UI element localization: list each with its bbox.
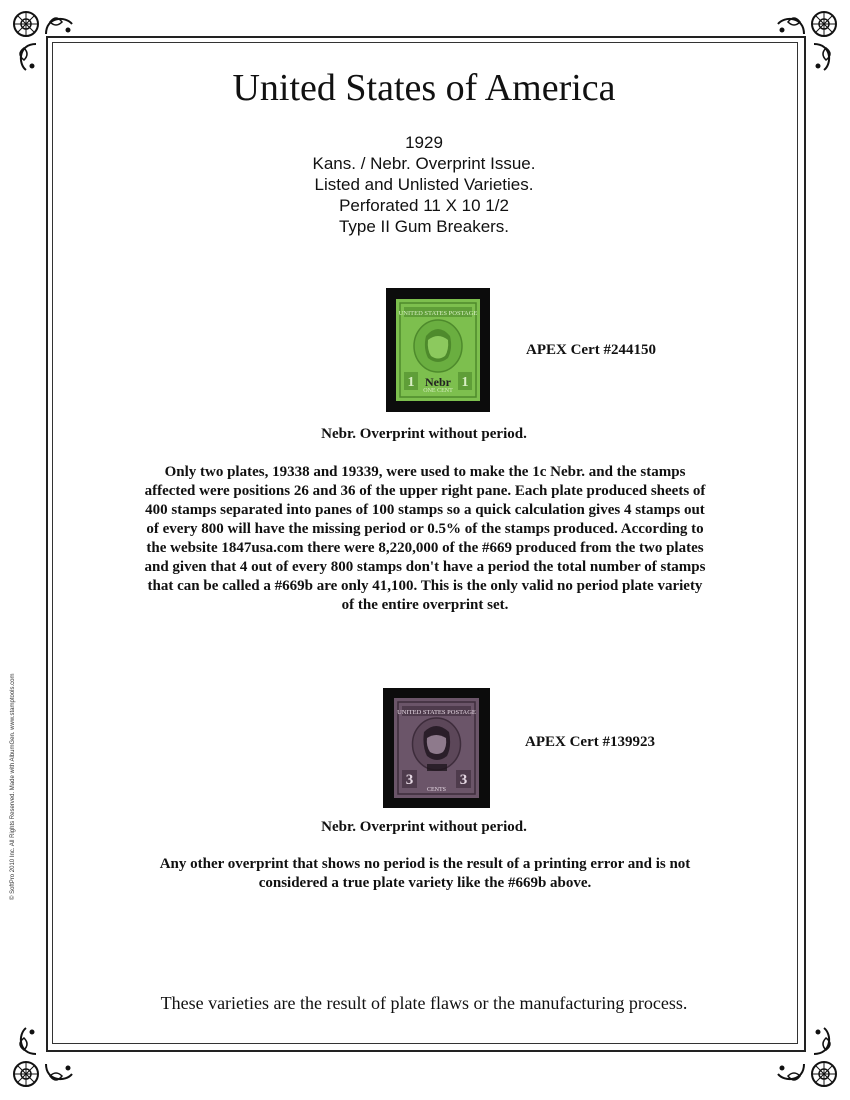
issue-year: 1929 — [405, 133, 443, 152]
description-line: considered a true plate variety like the #669b above. — [258, 875, 592, 891]
description-line: of every 800 will have the missing period or 0.5% of the stamps produced. According to — [146, 521, 704, 537]
stamp-1-description — [115, 463, 735, 615]
issue-varieties: Listed and Unlisted Varieties. — [314, 175, 534, 194]
stamp-2-caption: Nebr. Overprint without period. — [321, 819, 527, 835]
svg-text:3: 3 — [459, 772, 468, 788]
description-line: and given that 4 out of every 800 stamps don't have a period the total number of stamps — [144, 559, 706, 575]
description-line: Any other overprint that shows no period is the result of a printing error and is not — [159, 856, 691, 872]
copyright-side-text — [10, 600, 22, 900]
svg-text:UNITED STATES POSTAGE: UNITED STATES POSTAGE — [398, 310, 478, 317]
issue-name: Kans. / Nebr. Overprint Issue. — [312, 154, 536, 173]
svg-text:3: 3 — [405, 772, 414, 788]
stamp-3c-lincoln-icon — [383, 688, 490, 808]
svg-text:1: 1 — [407, 375, 415, 390]
issue-subtitle — [52, 132, 796, 237]
stamp-1c-franklin-icon — [386, 288, 490, 412]
stamp-2-description — [115, 855, 735, 893]
stamp-1c-nebr-mount — [386, 288, 490, 412]
description-line: Only two plates, 19338 and 19339, were used to make the 1c Nebr. and the stamps — [164, 464, 686, 480]
stamp-1-caption: Nebr. Overprint without period. — [321, 426, 527, 442]
cert-number-2: APEX Cert #139923 — [525, 734, 655, 750]
svg-text:UNITED STATES POSTAGE: UNITED STATES POSTAGE — [397, 709, 476, 716]
issue-gum: Type II Gum Breakers. — [338, 217, 510, 236]
cert-number-1: APEX Cert #244150 — [526, 342, 656, 358]
copyright-text: © SoftPro 2010 Inc. All Rights Reserved. Made with AlbumGen. www.stamptools.com — [10, 673, 16, 900]
stamp-3c-nebr-mount — [383, 688, 490, 808]
description-line: 400 stamps separated into panes of 100 stamps so a quick calculation gives 4 stamps out — [145, 502, 705, 518]
page-footer: These varieties are the result of plate flaws or the manufacturing process. — [160, 993, 688, 1013]
description-line: the website 1847usa.com there were 8,220,000 of the #669 produced from the two plates — [146, 540, 704, 556]
description-line: that can be called a #669b are only 41,100. This is the only valid no period plate variety — [147, 578, 703, 594]
issue-perforation: Perforated 11 X 10 1/2 — [339, 196, 509, 215]
svg-text:1: 1 — [461, 375, 469, 390]
page-title: United States of America — [232, 67, 616, 109]
svg-text:CENTS: CENTS — [426, 787, 447, 793]
description-line: of the entire overprint set. — [341, 597, 509, 613]
description-line: affected were positions 26 and 36 of the upper right pane. Each plate produced sheets of — [144, 483, 706, 499]
svg-text:ONE CENT: ONE CENT — [423, 388, 453, 394]
stamp-1c-overprint: Nebr — [425, 375, 451, 389]
